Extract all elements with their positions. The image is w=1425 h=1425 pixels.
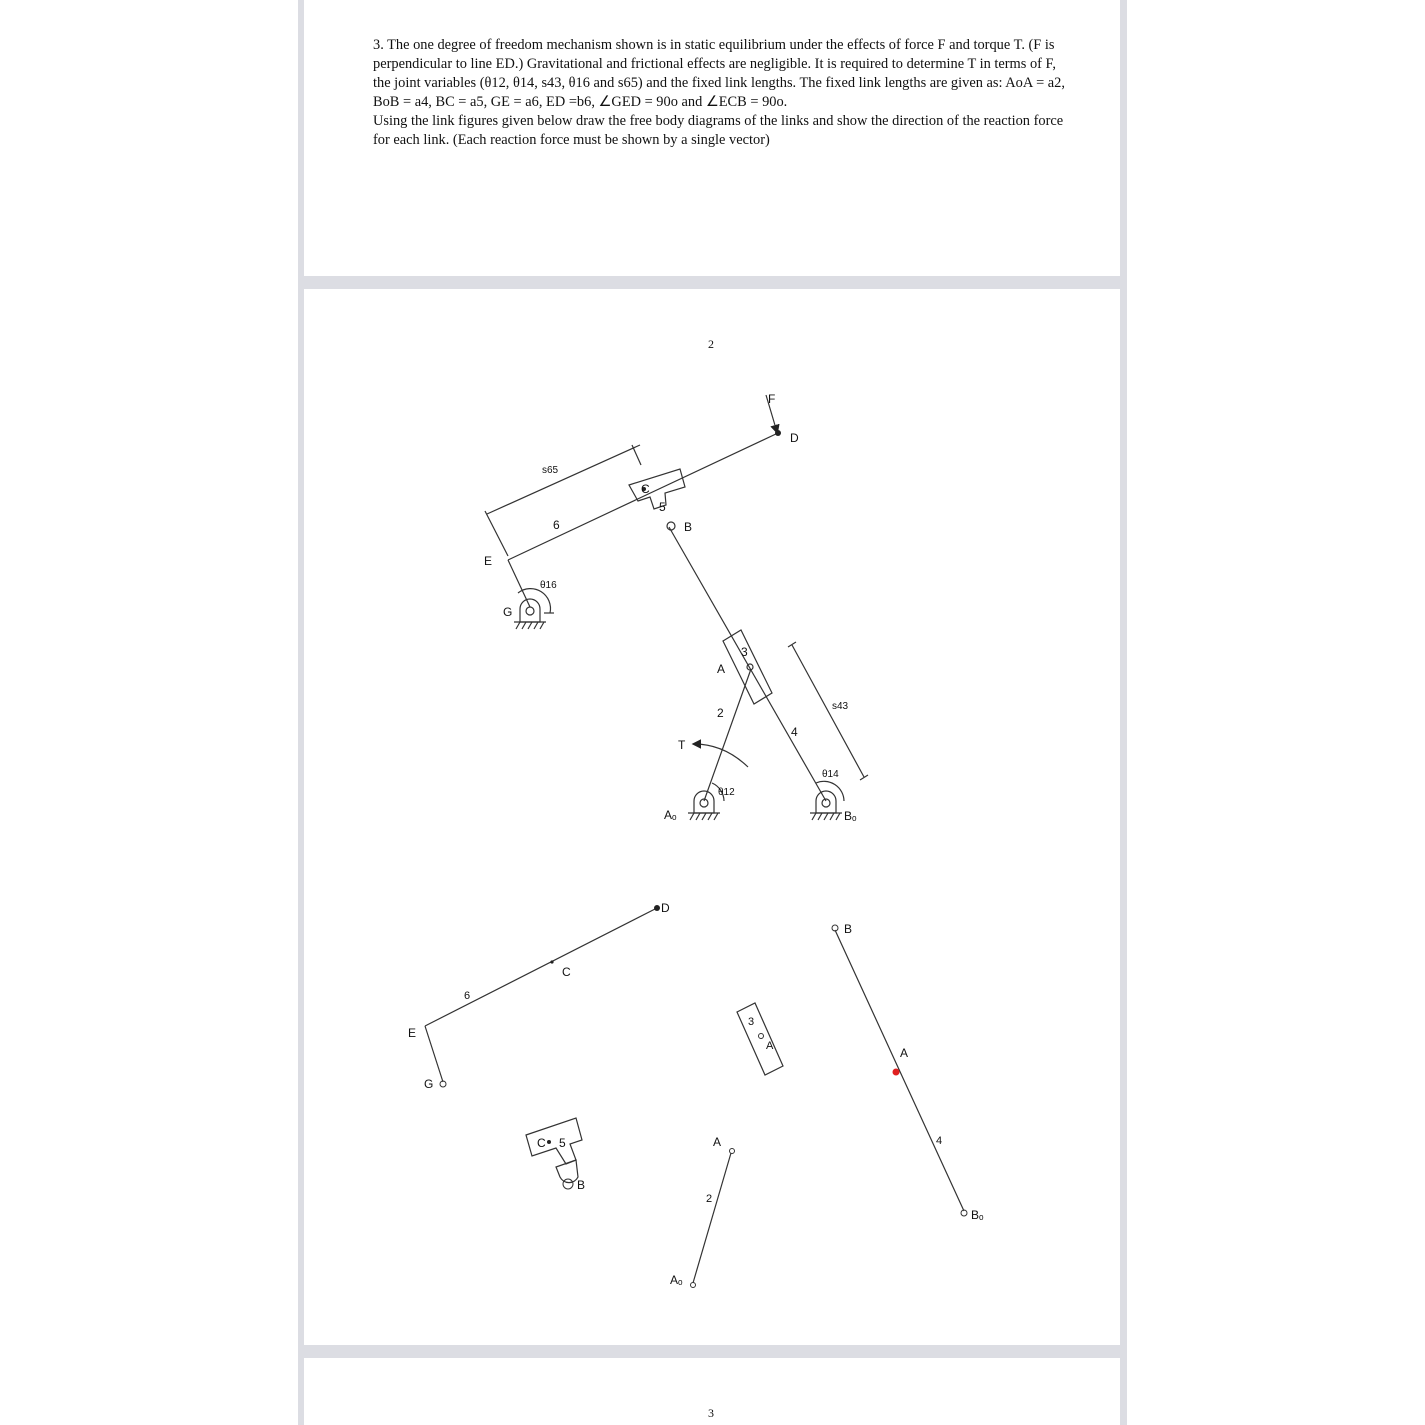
label-b: B: [684, 520, 693, 534]
ground-pivot-g: [514, 599, 554, 629]
fbd6-label-e: E: [408, 1026, 417, 1040]
label-e: E: [484, 554, 493, 568]
s65-extension-e: [485, 511, 508, 556]
label-s65: s65: [542, 465, 559, 476]
label-s43: s43: [832, 701, 849, 712]
page-number: 2: [708, 337, 714, 351]
label-theta14: θ14: [822, 769, 839, 780]
problem-paragraph-2: Using the link figures given below draw the free body diagrams of the links and show the direction of the reaction force for each link. (Each reaction force must be shown by a single vector): [373, 113, 1064, 148]
fbd-link-2: [670, 1135, 735, 1288]
fbd6-label-c: C: [562, 965, 571, 979]
ground-pivot-ao: [688, 791, 720, 820]
label-theta16: θ16: [540, 580, 557, 591]
point-a-marker: [893, 1069, 900, 1076]
label-d: D: [790, 431, 799, 445]
fbd4-label-4: 4: [936, 1135, 943, 1147]
label-f: F: [768, 392, 776, 406]
fbd3-label-3: 3: [748, 1016, 755, 1028]
fbd2-label-a: A: [713, 1135, 722, 1149]
label-2: 2: [717, 706, 724, 720]
fbd-block-5: [526, 1118, 585, 1192]
label-ao: Aₒ: [664, 808, 677, 822]
label-g: G: [503, 605, 513, 619]
label-bo: Bₒ: [844, 809, 857, 823]
fbd4-label-bo: Bₒ: [971, 1208, 984, 1222]
fbd4-label-a: A: [900, 1046, 909, 1060]
link-6-line: [508, 433, 778, 560]
page-3: [304, 1358, 1120, 1425]
fbd4-label-b: B: [844, 922, 853, 936]
s65-dimension-line: [487, 445, 640, 514]
mechanism-figures: [304, 289, 1120, 1345]
s65-extension-c: [632, 445, 641, 465]
link-2-line: [704, 669, 751, 801]
point-d: [775, 430, 781, 436]
label-t: T: [678, 738, 686, 752]
fbd-block-3: [737, 1003, 783, 1075]
ground-pivot-bo: [810, 791, 842, 820]
fbd2-label-ao: Aₒ: [670, 1273, 683, 1287]
fbd5-label-b: B: [577, 1178, 586, 1192]
fbd5-label-5: 5: [559, 1136, 566, 1150]
problem-statement: [373, 36, 1073, 150]
page-1: [304, 0, 1120, 276]
label-a: A: [717, 662, 726, 676]
fbd-link-4: [832, 922, 984, 1222]
fbd-link-6: [408, 901, 670, 1091]
s43-dimension-line: [792, 645, 864, 777]
fbd5-label-c: C: [537, 1136, 546, 1150]
page-number: 3: [708, 1406, 714, 1420]
label-5: 5: [659, 500, 666, 514]
label-c: C: [641, 482, 650, 496]
label-4: 4: [791, 725, 798, 739]
fbd3-label-a: A: [766, 1040, 774, 1052]
page-2: [304, 289, 1120, 1345]
pivot-b: [667, 522, 675, 530]
fbd6-label-g: G: [424, 1077, 434, 1091]
label-3: 3: [741, 645, 748, 659]
fbd2-label-2: 2: [706, 1193, 713, 1205]
fbd6-label-6: 6: [464, 990, 471, 1002]
slider-block-5: [629, 469, 685, 509]
label-6: 6: [553, 518, 560, 532]
label-theta12: θ12: [718, 787, 735, 798]
problem-paragraph-1: 3. The one degree of freedom mechanism shown is in static equilibrium under the effects of force F and torque T. (F is perpendicular to line ED.) Gravitational and frictional effects are negligible. It is required to determine T in terms of F, the joint variables (θ12, θ14, s43, θ16 and s65) and the fixed link lengths. The fixed link lengths are given as: AoA = a2, BoB = a4, BC = a5, GE = a6, ED =b6, ∠GED = 90o and ∠ECB = 90o.: [373, 37, 1065, 110]
mechanism-diagram: [485, 395, 868, 820]
torque-t-arrow: [694, 744, 748, 767]
fbd6-label-d: D: [661, 901, 670, 915]
